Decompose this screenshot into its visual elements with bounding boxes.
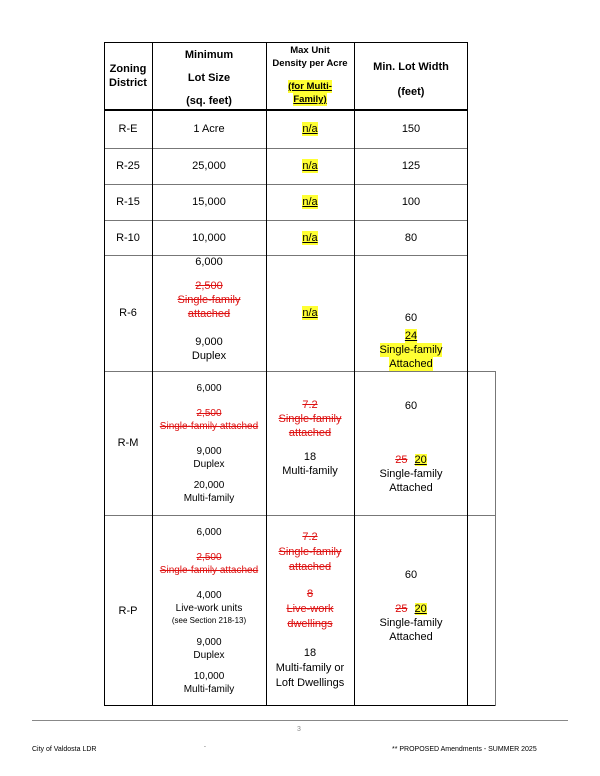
row-divider bbox=[104, 184, 468, 185]
deleted-text: 2,500 bbox=[196, 552, 222, 563]
district-cell: R-P bbox=[118, 604, 138, 617]
lot-size-cell bbox=[152, 515, 266, 706]
lot-live-work: Live-work units bbox=[175, 603, 243, 614]
lot-duplex: 9,000 bbox=[195, 336, 223, 348]
column-divider bbox=[266, 42, 267, 706]
column-divider bbox=[104, 42, 105, 706]
header-text: Minimum bbox=[184, 49, 234, 61]
table-row bbox=[104, 110, 468, 148]
lot-base: 6,000 bbox=[195, 256, 223, 268]
header-highlight-text: (for Multi- bbox=[288, 81, 332, 92]
row-divider bbox=[104, 255, 468, 256]
lot-width-cell bbox=[354, 515, 468, 706]
table-row-r6 bbox=[104, 255, 468, 371]
width-label: Single-family bbox=[379, 617, 443, 629]
width-change bbox=[395, 602, 427, 616]
deleted-text: 8 bbox=[306, 588, 314, 600]
district-cell: R-M bbox=[117, 437, 139, 449]
district-cell: R-6 bbox=[119, 307, 137, 319]
lot-width-cell: 100 bbox=[401, 196, 421, 208]
lot-base: 6,000 bbox=[196, 527, 222, 538]
zoning-table bbox=[104, 42, 468, 706]
width-label: Attached bbox=[389, 482, 433, 494]
table-row-rp bbox=[104, 515, 468, 706]
header-text: Zoning bbox=[109, 63, 147, 75]
lot-size-cell: 15,000 bbox=[192, 196, 226, 208]
header-text: District bbox=[109, 77, 147, 89]
density-multi: 18 bbox=[303, 451, 317, 463]
footer-right: ** PROPOSED Amendments - SUMMER 2025 bbox=[392, 746, 537, 753]
lot-duplex: 9,000 bbox=[196, 637, 222, 648]
header-text: Min. Lot Width bbox=[373, 61, 449, 73]
width-new: Attached bbox=[389, 358, 433, 370]
footer-left: City of Valdosta LDR bbox=[32, 746, 97, 753]
width-change bbox=[395, 453, 427, 467]
density-value: n/a bbox=[302, 196, 318, 208]
table-border bbox=[104, 705, 496, 706]
column-divider bbox=[495, 371, 496, 706]
width-new: 24 bbox=[404, 330, 418, 342]
lot-duplex: Duplex bbox=[193, 650, 225, 661]
density-multi: Multi-family or bbox=[275, 662, 345, 674]
lot-base: 6,000 bbox=[196, 383, 222, 394]
column-divider bbox=[467, 42, 468, 706]
page-number: 3 bbox=[297, 726, 301, 733]
lot-size-cell: 10,000 bbox=[192, 231, 226, 244]
width-label: Attached bbox=[389, 631, 433, 643]
header-row bbox=[104, 42, 468, 110]
row-divider bbox=[104, 515, 496, 516]
section-reference: (see Section 218-13) bbox=[171, 616, 247, 625]
table-row bbox=[104, 148, 468, 184]
width-new: Single-family bbox=[379, 344, 443, 356]
width-old: 25 bbox=[395, 454, 408, 466]
density-multi: Loft Dwellings bbox=[275, 677, 345, 689]
lot-duplex: Duplex bbox=[191, 350, 227, 362]
deleted-text: 2,500 bbox=[196, 408, 222, 419]
lot-duplex: 9,000 bbox=[196, 446, 222, 457]
lot-width-cell bbox=[354, 255, 468, 371]
lot-size-cell bbox=[152, 255, 266, 371]
density-cell bbox=[266, 255, 354, 371]
width-new: 20 bbox=[414, 454, 427, 466]
district-cell: R-15 bbox=[116, 196, 140, 208]
density-value: n/a bbox=[302, 123, 318, 135]
district-cell: R-25 bbox=[116, 160, 140, 172]
deleted-text: Single-family bbox=[278, 413, 342, 425]
lot-multi: Multi-family bbox=[183, 684, 235, 695]
lot-width-cell: 150 bbox=[401, 123, 421, 135]
lot-duplex: Duplex bbox=[193, 459, 225, 470]
header-text: Density per Acre bbox=[272, 58, 348, 69]
footer-rule bbox=[32, 720, 568, 721]
table-row bbox=[104, 220, 468, 255]
width-base: 60 bbox=[404, 312, 418, 324]
district-cell: R-E bbox=[118, 123, 138, 135]
table-row-rm bbox=[104, 371, 468, 515]
lot-multi: Multi-family bbox=[183, 493, 235, 504]
width-base: 60 bbox=[404, 400, 418, 412]
density-multi: Multi-family bbox=[282, 465, 338, 477]
width-base: 60 bbox=[404, 569, 418, 581]
width-old: 25 bbox=[395, 603, 408, 615]
header-text: (feet) bbox=[397, 86, 425, 98]
footer-mid: . bbox=[204, 742, 206, 749]
lot-live-work: 4,000 bbox=[196, 590, 222, 601]
width-new: 20 bbox=[414, 603, 427, 615]
deleted-text: Single-family attached bbox=[159, 565, 259, 576]
deleted-text: Live-work bbox=[286, 603, 334, 615]
deleted-text: attached bbox=[187, 308, 231, 320]
deleted-text: dwellings bbox=[287, 618, 333, 630]
header-min-lot-width bbox=[354, 42, 468, 110]
column-divider bbox=[152, 42, 153, 706]
deleted-text: attached bbox=[288, 427, 332, 439]
deleted-text: 7.2 bbox=[302, 399, 318, 411]
header-min-lot-size bbox=[152, 42, 266, 110]
density-multi: 18 bbox=[303, 647, 317, 659]
density-value: n/a bbox=[302, 231, 318, 244]
header-max-density bbox=[266, 42, 354, 110]
density-cell bbox=[266, 220, 354, 255]
density-cell bbox=[266, 515, 354, 706]
lot-size-cell: 1 Acre bbox=[193, 123, 225, 135]
header-highlight-text: Family) bbox=[293, 94, 327, 105]
column-divider bbox=[354, 42, 355, 706]
lot-multi: 10,000 bbox=[193, 671, 225, 682]
density-cell bbox=[266, 371, 354, 515]
lot-width-cell bbox=[354, 371, 468, 515]
row-divider bbox=[104, 371, 496, 372]
lot-width-cell: 80 bbox=[404, 231, 418, 244]
lot-width-cell: 125 bbox=[401, 160, 421, 172]
header-text: (sq. feet) bbox=[186, 95, 232, 107]
header-zoning-district bbox=[104, 42, 152, 110]
table-border bbox=[104, 42, 468, 43]
lot-multi: 20,000 bbox=[193, 480, 225, 491]
row-divider bbox=[104, 148, 468, 149]
lot-size-cell: 25,000 bbox=[192, 160, 226, 172]
deleted-text: attached bbox=[288, 561, 332, 573]
header-divider bbox=[104, 109, 468, 111]
density-cell bbox=[266, 184, 354, 220]
deleted-text: Single-family bbox=[278, 546, 342, 558]
deleted-text: 7.2 bbox=[302, 531, 318, 543]
header-text: Max Unit bbox=[290, 45, 330, 56]
header-text: Lot Size bbox=[187, 72, 231, 84]
deleted-text: Single-family bbox=[177, 294, 241, 306]
density-value: n/a bbox=[302, 307, 318, 319]
lot-size-cell bbox=[152, 371, 266, 515]
density-cell bbox=[266, 110, 354, 148]
row-divider bbox=[104, 220, 468, 221]
district-cell: R-10 bbox=[116, 231, 140, 244]
width-label: Single-family bbox=[379, 468, 443, 480]
deleted-text: 2,500 bbox=[195, 280, 223, 292]
density-value: n/a bbox=[302, 160, 318, 172]
table-row bbox=[104, 184, 468, 220]
deleted-text: Single-family attached bbox=[159, 421, 259, 432]
density-cell bbox=[266, 148, 354, 184]
